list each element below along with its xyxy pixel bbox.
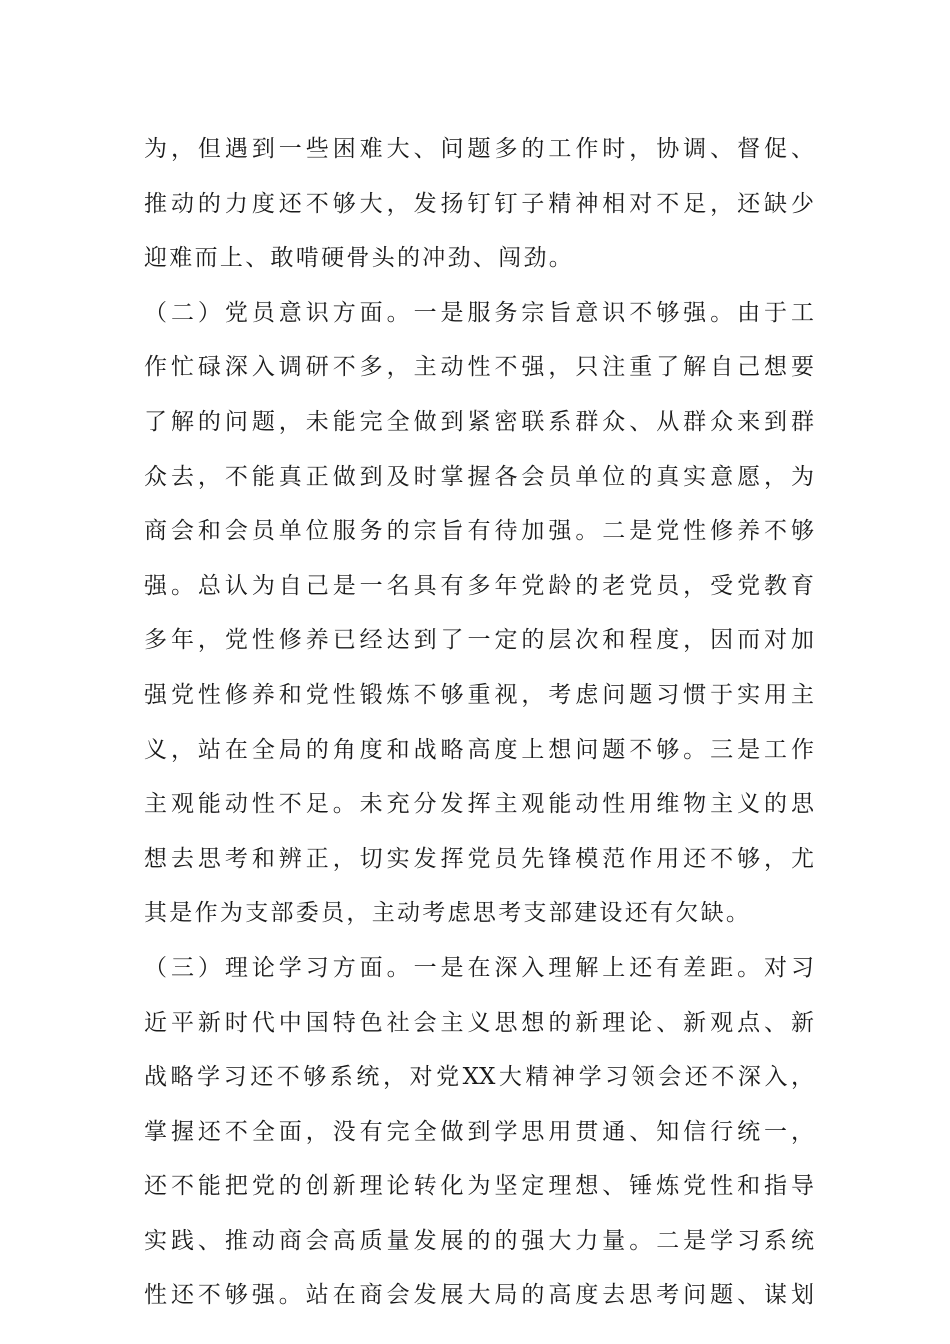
- text-line: 义，站在全局的角度和战略高度上想问题不够。三是工作: [144, 736, 814, 763]
- text-line: 性还不够强。站在商会发展大局的高度去思考问题、谋划: [144, 1282, 814, 1309]
- text-line: 主观能动性不足。未充分发挥主观能动性用维物主义的思: [144, 791, 814, 818]
- text-line: 了解的问题，未能完全做到紧密联系群众、从群众来到群: [144, 408, 814, 435]
- text-line: （二）党员意识方面。一是服务宗旨意识不够强。由于工: [144, 299, 814, 326]
- text-line: 掌握还不全面，没有完全做到学思用贯通、知信行统一，: [144, 1118, 814, 1145]
- text-line: 迎难而上、敢啃硬骨头的冲劲、闯劲。: [144, 245, 575, 272]
- text-line: 商会和会员单位服务的宗旨有待加强。二是党性修养不够: [144, 518, 814, 545]
- text-line: 为，但遇到一些困难大、问题多的工作时，协调、督促、: [144, 136, 814, 162]
- text-line: 近平新时代中国特色社会主义思想的新理论、新观点、新: [144, 1009, 814, 1036]
- text-line: 战略学习还不够系统，对党XX大精神学习领会还不深入，: [144, 1064, 814, 1091]
- text-line: 多年，党性修养已经达到了一定的层次和程度，因而对加: [144, 627, 814, 654]
- text-line: 还不能把党的创新理论转化为坚定理想、锤炼党性和指导: [144, 1173, 814, 1200]
- text-line: 众去，不能真正做到及时掌握各会员单位的真实意愿，为: [144, 463, 814, 490]
- text-line: （三）理论学习方面。一是在深入理解上还有差距。对习: [144, 954, 814, 981]
- text-line: 想去思考和辨正，切实发挥党员先锋模范作用还不够，尤: [144, 845, 814, 872]
- text-line: 实践、推动商会高质量发展的的强大力量。二是学习系统: [144, 1227, 814, 1254]
- body-text: [144, 122, 814, 1323]
- text-line: 强。总认为自己是一名具有多年党龄的老党员，受党教育: [144, 572, 814, 599]
- text-line: 作忙碌深入调研不多，主动性不强，只注重了解自己想要: [144, 354, 814, 381]
- text-line: 其是作为支部委员，主动考虑思考支部建设还有欠缺。: [144, 900, 752, 927]
- text-line: 强党性修养和党性锻炼不够重视，考虑问题习惯于实用主: [144, 681, 814, 708]
- text-line: 推动的力度还不够大，发扬钉钉子精神相对不足，还缺少: [144, 190, 814, 217]
